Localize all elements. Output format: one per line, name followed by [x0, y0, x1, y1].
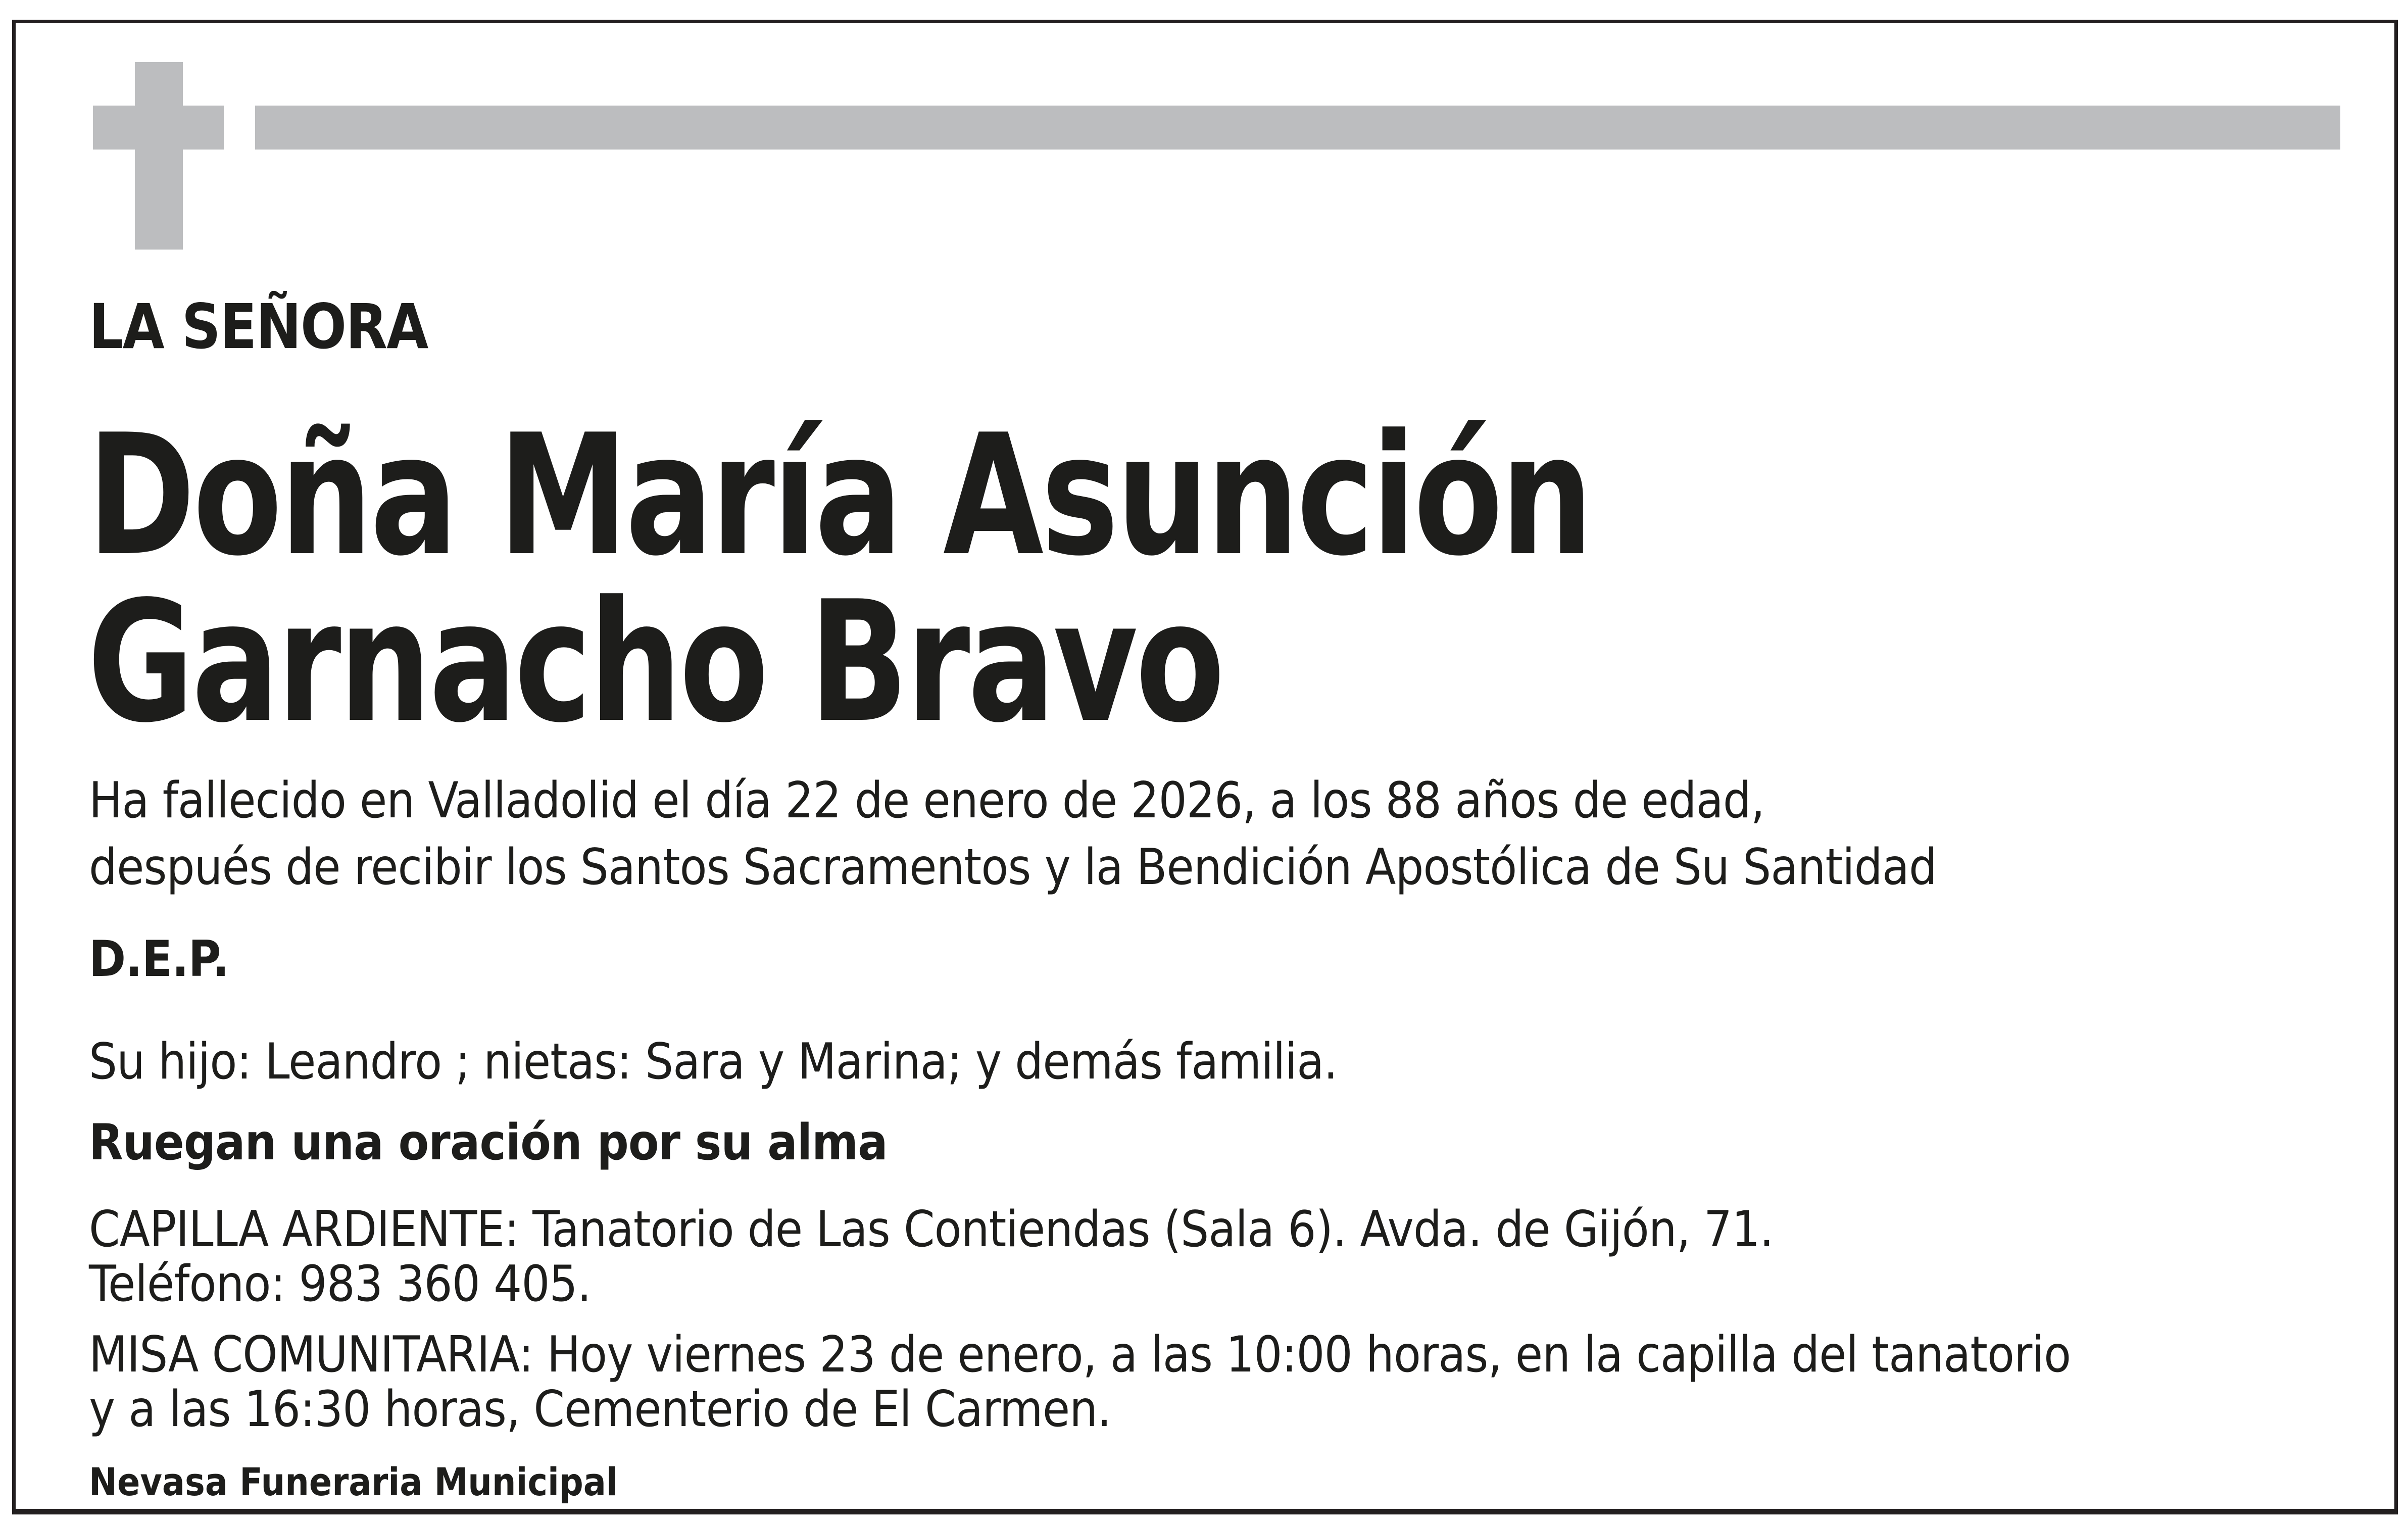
wake-chapel-line: CAPILLA ARDIENTE: Tanatorio de Las Contiendas (Sala 6). Avda. de Gijón, 71.: [89, 1201, 1774, 1258]
prayer-request: Ruegan una oración por su alma: [89, 1114, 888, 1171]
death-notice-line2: después de recibir los Santos Sacramentos y la Bendición Apostólica de Su Santidad: [89, 839, 1937, 896]
header-rule: [255, 106, 2340, 150]
mass-info-line1: MISA COMUNITARIA: Hoy viernes 23 de enero, a las 10:00 horas, en la capilla del tanatorio: [89, 1326, 2071, 1384]
header-label: LA SEÑORA: [89, 291, 428, 363]
wake-phone-line: Teléfono: 983 360 405.: [89, 1255, 591, 1313]
deceased-name-line1: Doña María Asunción: [87, 399, 1591, 593]
cross-vertical-bar: [135, 62, 183, 250]
deceased-name-line2: Garnacho Bravo: [87, 565, 1223, 759]
rip-abbreviation: D.E.P.: [89, 930, 229, 988]
family-line: Su hijo: Leandro ; nietas: Sara y Marina; y demás familia.: [89, 1033, 1338, 1091]
cross-horizontal-bar: [93, 106, 224, 150]
death-notice-line1: Ha fallecido en Valladolid el día 22 de enero de 2026, a los 88 años de edad,: [89, 772, 1765, 829]
mass-info-line2: y a las 16:30 horas, Cementerio de El Carmen.: [89, 1381, 1111, 1438]
funeral-home-credit: Nevasa Funeraria Municipal: [89, 1459, 618, 1504]
